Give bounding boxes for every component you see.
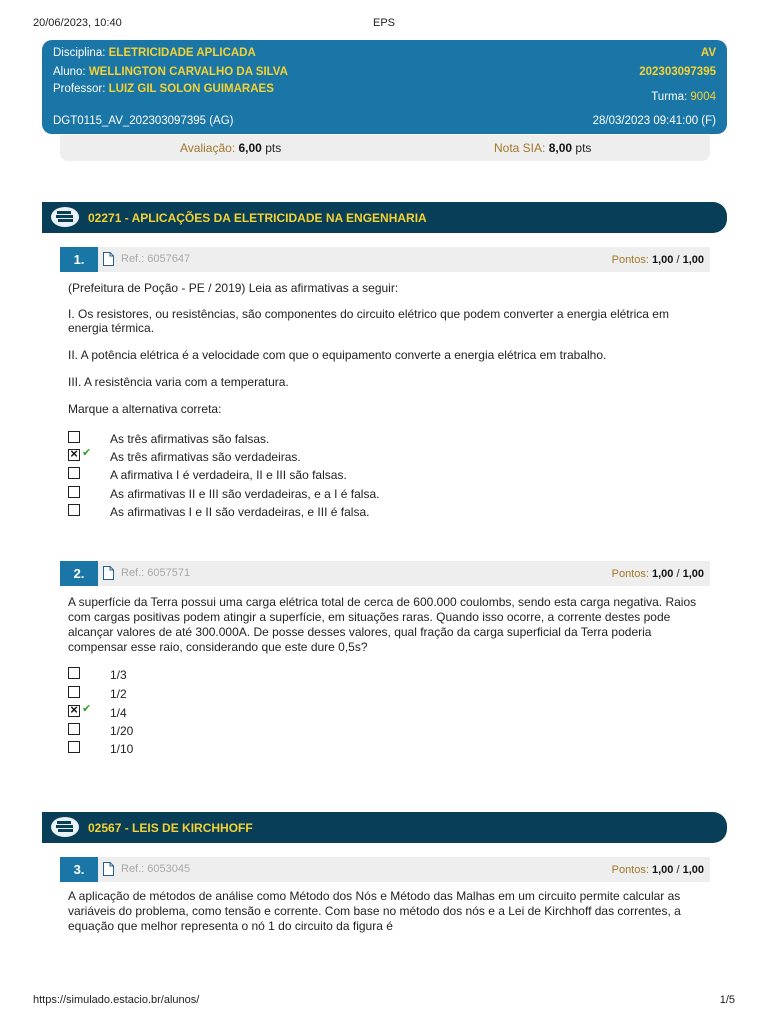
question-ref: Ref.: 6053045: [121, 863, 191, 875]
professor-value: LUIZ GIL SOLON GUIMARAES: [108, 83, 274, 95]
turma-value: 9004: [690, 91, 716, 103]
books-icon: [50, 816, 80, 838]
option-checkbox[interactable]: [68, 431, 80, 443]
exam-date: 28/03/2023 09:41:00 (F): [592, 115, 716, 127]
nota-sia-score: Nota SIA: 8,00 pts: [494, 141, 592, 155]
aluno-value: WELLINGTON CARVALHO DA SILVA: [88, 66, 288, 78]
exam-header: [42, 40, 727, 134]
score-bar: [60, 135, 710, 161]
option-checkbox[interactable]: [68, 667, 80, 679]
question-paragraph: A aplicação de métodos de análise como Método dos Nós e Método das Malhas em um circuito permite calcular as variáveis do problema, como tensão e corrente. Com base no método dos nós e a Lei de Kirchhoff das correntes, a equação que melhor representa o nó 1 do circuito da figura é: [68, 889, 681, 933]
question-points: Pontos: 1,00 / 1,00: [611, 568, 704, 580]
page-number: 1/5: [719, 994, 735, 1006]
question-bar: [60, 247, 710, 272]
question-paragraph: II. A potência elétrica é a velocidade com que o equipamento converte a energia elétrica em trabalho.: [68, 348, 607, 362]
document-icon[interactable]: [103, 566, 114, 580]
option-checkbox[interactable]: [68, 741, 80, 753]
question-paragraph: Marque a alternativa correta:: [68, 402, 222, 416]
question-paragraph: III. A resistência varia com a temperatura.: [68, 375, 289, 389]
question-ref: Ref.: 6057571: [121, 567, 191, 579]
option-checkbox-selected[interactable]: [68, 705, 80, 717]
disciplina-row: Disciplina: ELETRICIDADE APLICADA: [53, 47, 256, 59]
document-icon[interactable]: [103, 862, 114, 876]
option-checkbox[interactable]: [68, 686, 80, 698]
print-datetime: 20/06/2023, 10:40: [33, 17, 122, 29]
question-paragraph: A superfície da Terra possui uma carga elétrica total de cerca de 600.000 coulombs, sendo esta carga negativa. Raios com cargas positivas podem atingir a superfície, em situações raras. Quando isso ocorre, a corrente destes pode alcançar valores de até 300.000A. De posse desses valores, qual fração da carga superficial da Terra poderia compensar esse raio, considerando que este dure 0,5s?: [68, 595, 697, 654]
correct-check-icon: ✔: [82, 703, 92, 715]
option-checkbox[interactable]: [68, 467, 80, 479]
turma-row: Turma: 9004: [651, 91, 716, 103]
footer-url[interactable]: https://simulado.estacio.br/alunos/: [33, 994, 200, 1006]
question-number: 3.: [60, 857, 98, 882]
question-number: 1.: [60, 247, 98, 272]
question-number: 2.: [60, 561, 98, 586]
option-checkbox[interactable]: [68, 723, 80, 735]
option-checkbox-selected[interactable]: [68, 449, 80, 461]
books-icon: [50, 206, 80, 228]
print-footer: [33, 994, 735, 1006]
section-title: 02567 - LEIS DE KIRCHHOFF: [88, 821, 253, 835]
question-points: Pontos: 1,00 / 1,00: [611, 254, 704, 266]
section-title: 02271 - APLICAÇÕES DA ELETRICIDADE NA ENGENHARIA: [88, 211, 427, 225]
section-header: [42, 812, 727, 843]
document-icon[interactable]: [103, 252, 114, 266]
question-paragraph: I. Os resistores, ou resistências, são componentes do circuito elétrico que podem converter a energia elétrica em energia térmica.: [68, 307, 669, 335]
print-title: EPS: [372, 17, 395, 29]
exam-code: DGT0115_AV_202303097395 (AG): [53, 115, 234, 127]
professor-row: Professor: LUIZ GIL SOLON GUIMARAES: [53, 83, 274, 95]
question-bar: [60, 857, 710, 882]
option-checkbox[interactable]: [68, 486, 80, 498]
disciplina-value: ELETRICIDADE APLICADA: [108, 47, 256, 59]
matricula: 202303097395: [639, 66, 716, 78]
question-points: Pontos: 1,00 / 1,00: [611, 864, 704, 876]
question-paragraph: (Prefeitura de Poção - PE / 2019) Leia as afirmativas a seguir:: [68, 281, 399, 295]
exam-type: AV: [700, 47, 716, 59]
avaliacao-score: Avaliação: 6,00 pts: [180, 141, 282, 155]
aluno-row: Aluno: WELLINGTON CARVALHO DA SILVA: [53, 66, 288, 78]
correct-check-icon: ✔: [82, 447, 92, 459]
section-header: [42, 202, 727, 233]
option-checkbox[interactable]: [68, 504, 80, 516]
question-ref: Ref.: 6057647: [121, 253, 191, 265]
question-bar: [60, 561, 710, 586]
